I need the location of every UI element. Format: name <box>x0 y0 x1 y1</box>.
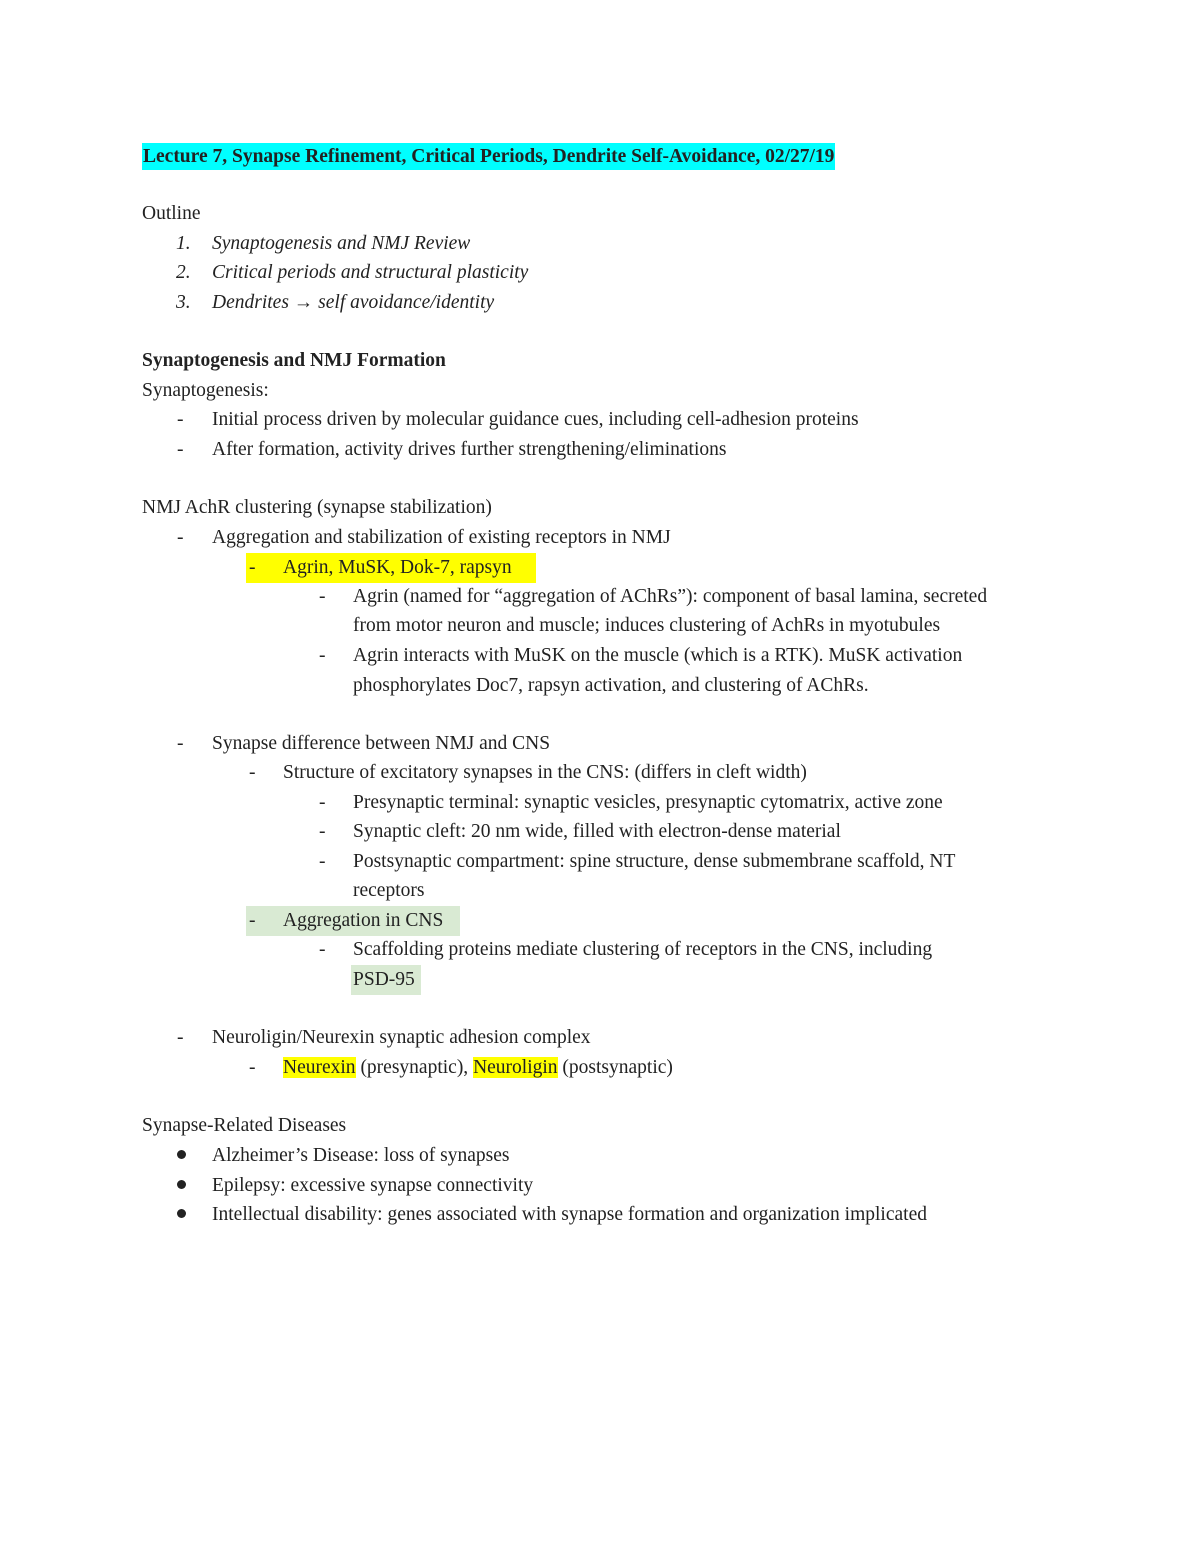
inline-text: (presynaptic), <box>355 1057 474 1078</box>
highlighted-term: Neuroligin <box>473 1057 558 1078</box>
outline-number: 3. <box>176 292 191 313</box>
list-item: Alzheimer’s Disease: loss of synapses <box>212 1145 510 1166</box>
dash-marker: - <box>319 851 326 872</box>
subheading: Synaptogenesis: <box>142 380 269 401</box>
list-item: Postsynaptic compartment: spine structure, dense submembrane scaffold, NT <box>353 851 956 872</box>
outline-item: Critical periods and structural plasticity <box>212 262 529 283</box>
list-item: Intellectual disability: genes associated with synapse formation and organization implicated <box>212 1204 927 1225</box>
list-item: After formation, activity drives further strengthening/eliminations <box>212 439 727 460</box>
document-title: Lecture 7, Synapse Refinement, Critical Periods, Dendrite Self-Avoidance, 02/27/19 <box>142 143 835 170</box>
bullet-icon <box>177 1150 186 1159</box>
bullet-icon <box>177 1180 186 1189</box>
inline-text: (postsynaptic) <box>557 1057 673 1078</box>
subheading: NMJ AchR clustering (synapse stabilization) <box>142 497 492 518</box>
list-item-continuation: PSD-95 <box>353 969 415 990</box>
list-item-continuation: phosphorylates Doc7, rapsyn activation, and clustering of AChRs. <box>353 675 869 696</box>
outline-item: Synaptogenesis and NMJ Review <box>212 233 471 254</box>
list-item-highlighted: Aggregation in CNS <box>283 910 444 931</box>
list-item: Scaffolding proteins mediate clustering of receptors in the CNS, including <box>353 939 933 960</box>
list-item-continuation: receptors <box>353 880 425 901</box>
list-item: Agrin (named for “aggregation of AChRs”): component of basal lamina, secreted <box>353 586 988 607</box>
list-item: Structure of excitatory synapses in the CNS: (differs in cleft width) <box>283 762 807 783</box>
highlighted-term: Neurexin <box>283 1057 356 1078</box>
list-item: Presynaptic terminal: synaptic vesicles, presynaptic cytomatrix, active zone <box>353 792 943 813</box>
dash-marker: - <box>319 939 326 960</box>
list-item <box>283 1054 673 1081</box>
dash-marker: - <box>319 586 326 607</box>
list-item: Synaptic cleft: 20 nm wide, filled with electron-dense material <box>353 821 841 842</box>
bullet-icon <box>177 1209 186 1218</box>
list-item-highlighted: Agrin, MuSK, Dok-7, rapsyn <box>283 557 512 578</box>
list-item: Agrin interacts with MuSK on the muscle (which is a RTK). MuSK activation <box>353 645 963 666</box>
list-item-continuation: from motor neuron and muscle; induces clustering of AchRs in myotubules <box>353 615 941 636</box>
dash-marker: - <box>249 910 256 931</box>
subheading: Synapse-Related Diseases <box>142 1115 347 1136</box>
list-item: Epilepsy: excessive synapse connectivity <box>212 1175 534 1196</box>
list-item: Initial process driven by molecular guidance cues, including cell-adhesion proteins <box>212 409 859 430</box>
outline-heading: Outline <box>142 203 201 224</box>
dash-marker: - <box>177 527 184 548</box>
outline-number: 2. <box>176 262 191 283</box>
list-item: Synapse difference between NMJ and CNS <box>212 733 551 754</box>
dash-marker: - <box>319 792 326 813</box>
dash-marker: - <box>177 733 184 754</box>
outline-number: 1. <box>176 233 191 254</box>
dash-marker: - <box>177 409 184 430</box>
dash-marker: - <box>177 439 184 460</box>
list-item: Neuroligin/Neurexin synaptic adhesion complex <box>212 1027 591 1048</box>
dash-marker: - <box>249 762 256 783</box>
outline-item: Dendrites → self avoidance/identity <box>212 292 495 313</box>
dash-marker: - <box>249 557 256 578</box>
list-item: Aggregation and stabilization of existing receptors in NMJ <box>212 527 671 548</box>
dash-marker: - <box>319 645 326 666</box>
dash-marker: - <box>249 1057 256 1078</box>
section-heading: Synaptogenesis and NMJ Formation <box>142 350 446 371</box>
dash-marker: - <box>177 1027 184 1048</box>
dash-marker: - <box>319 821 326 842</box>
